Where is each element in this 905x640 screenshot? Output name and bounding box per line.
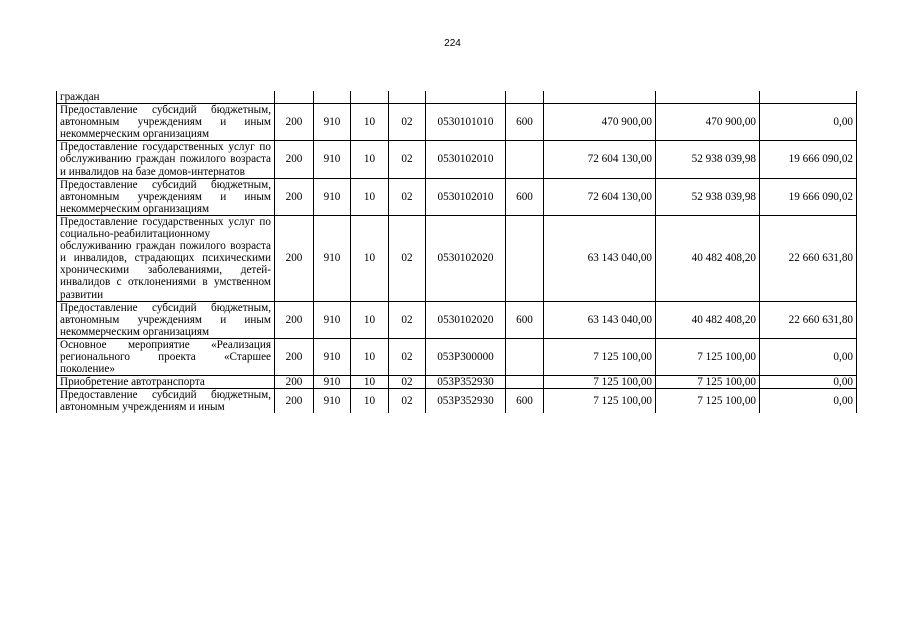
target-article-code: 0530102010 (426, 178, 506, 215)
section-code: 10 (351, 389, 389, 414)
expense-name: Предоставление субсидий бюджетным, автономным учреждениям и иным некоммерческим организациям (57, 104, 275, 141)
department-code: 910 (314, 301, 351, 338)
expense-type-code: 600 (506, 178, 544, 215)
expense-name: Предоставление субсидий бюджетным, автономным учреждениям и иным некоммерческим организациям (57, 301, 275, 338)
subsection-code: 02 (389, 301, 426, 338)
table-row (57, 389, 857, 414)
table-row (57, 178, 857, 215)
department-code: 910 (314, 338, 351, 375)
page-number: 224 (444, 38, 461, 49)
department-code: 910 (314, 141, 351, 178)
table-row (57, 215, 857, 301)
expense-type-code (506, 141, 544, 178)
table-row (57, 91, 857, 104)
budget-table (56, 91, 857, 413)
planned-amount: 7 125 100,00 (544, 338, 656, 375)
remaining-amount: 0,00 (760, 376, 857, 389)
subsection-code: 02 (389, 104, 426, 141)
target-article-code (426, 91, 506, 104)
expense-name: Основное мероприятие «Реализация регионального проекта «Старшее поколение» (57, 338, 275, 375)
expense-type-code: 600 (506, 301, 544, 338)
remaining-amount: 19 666 090,02 (760, 178, 857, 215)
department-code: 910 (314, 104, 351, 141)
subsection-code: 02 (389, 215, 426, 301)
table-row (57, 104, 857, 141)
section-code: 10 (351, 178, 389, 215)
planned-amount: 470 900,00 (544, 104, 656, 141)
planned-amount: 72 604 130,00 (544, 141, 656, 178)
department-code: 910 (314, 178, 351, 215)
remaining-amount: 0,00 (760, 104, 857, 141)
table-row (57, 338, 857, 375)
executed-amount: 7 125 100,00 (656, 338, 760, 375)
expense-type-code: 600 (506, 389, 544, 414)
remaining-amount (760, 91, 857, 104)
expense-type-code (506, 338, 544, 375)
ministry-code: 200 (275, 301, 314, 338)
planned-amount: 7 125 100,00 (544, 376, 656, 389)
planned-amount: 63 143 040,00 (544, 215, 656, 301)
target-article-code: 0530102010 (426, 141, 506, 178)
subsection-code: 02 (389, 338, 426, 375)
expense-type-code (506, 215, 544, 301)
ministry-code: 200 (275, 141, 314, 178)
expense-name: Предоставление государственных услуг по социально-реабилитационному обслуживанию граждан пожилого возраста и инвалидов, страдающих психическими хроническими заболеваниями, детей-инвалидов с отклонениями в умственном развитии (57, 215, 275, 301)
target-article-code: 0530102020 (426, 301, 506, 338)
department-code: 910 (314, 215, 351, 301)
remaining-amount: 0,00 (760, 389, 857, 414)
department-code: 910 (314, 389, 351, 414)
expense-name: Предоставление государственных услуг по обслуживанию граждан пожилого возраста и инвалидов на базе домов-интернатов (57, 141, 275, 178)
ministry-code: 200 (275, 376, 314, 389)
remaining-amount: 0,00 (760, 338, 857, 375)
ministry-code: 200 (275, 104, 314, 141)
subsection-code: 02 (389, 141, 426, 178)
expense-name: граждан (57, 91, 275, 104)
executed-amount: 52 938 039,98 (656, 178, 760, 215)
executed-amount (656, 91, 760, 104)
table-row (57, 376, 857, 389)
target-article-code: 0530102020 (426, 215, 506, 301)
subsection-code: 02 (389, 376, 426, 389)
expense-type-code: 600 (506, 104, 544, 141)
expense-name: Предоставление субсидий бюджетным, автономным учреждениям и иным (57, 389, 275, 414)
executed-amount: 52 938 039,98 (656, 141, 760, 178)
ministry-code: 200 (275, 215, 314, 301)
planned-amount: 63 143 040,00 (544, 301, 656, 338)
table-body (57, 91, 857, 413)
target-article-code: 053P352930 (426, 389, 506, 414)
target-article-code: 053P300000 (426, 338, 506, 375)
executed-amount: 470 900,00 (656, 104, 760, 141)
section-code: 10 (351, 215, 389, 301)
section-code: 10 (351, 301, 389, 338)
remaining-amount: 22 660 631,80 (760, 301, 857, 338)
section-code: 10 (351, 141, 389, 178)
section-code: 10 (351, 338, 389, 375)
subsection-code: 02 (389, 178, 426, 215)
subsection-code (389, 91, 426, 104)
remaining-amount: 22 660 631,80 (760, 215, 857, 301)
planned-amount: 7 125 100,00 (544, 389, 656, 414)
section-code: 10 (351, 376, 389, 389)
ministry-code: 200 (275, 178, 314, 215)
executed-amount: 7 125 100,00 (656, 376, 760, 389)
executed-amount: 40 482 408,20 (656, 301, 760, 338)
ministry-code (275, 91, 314, 104)
executed-amount: 7 125 100,00 (656, 389, 760, 414)
planned-amount: 72 604 130,00 (544, 178, 656, 215)
department-code (314, 91, 351, 104)
table-row (57, 141, 857, 178)
table-row (57, 301, 857, 338)
executed-amount: 40 482 408,20 (656, 215, 760, 301)
planned-amount (544, 91, 656, 104)
remaining-amount: 19 666 090,02 (760, 141, 857, 178)
section-code: 10 (351, 104, 389, 141)
expense-name: Предоставление субсидий бюджетным, автономным учреждениям и иным некоммерческим организациям (57, 178, 275, 215)
target-article-code: 053P352930 (426, 376, 506, 389)
expense-type-code (506, 91, 544, 104)
ministry-code: 200 (275, 338, 314, 375)
department-code: 910 (314, 376, 351, 389)
expense-type-code (506, 376, 544, 389)
subsection-code: 02 (389, 389, 426, 414)
section-code (351, 91, 389, 104)
expense-name: Приобретение автотранспорта (57, 376, 275, 389)
target-article-code: 0530101010 (426, 104, 506, 141)
ministry-code: 200 (275, 389, 314, 414)
